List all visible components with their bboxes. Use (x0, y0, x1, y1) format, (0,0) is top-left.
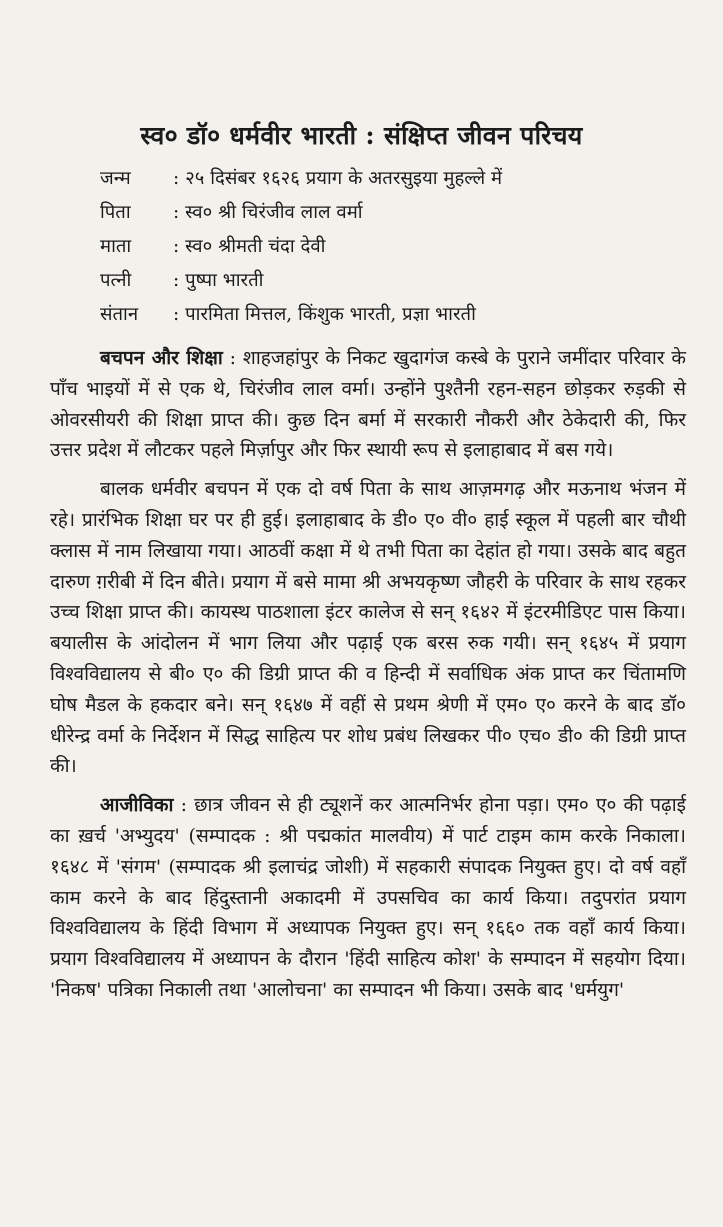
biodata-row (100, 228, 690, 262)
biodata-label: संतान (100, 303, 139, 325)
biodata-value: : स्व० श्री चिरंजीव लाल वर्मा (173, 201, 363, 223)
biodata-value: : स्व० श्रीमती चंदा देवी (173, 235, 326, 257)
biodata-label: माता (100, 235, 132, 257)
paragraph-heading: आजीविका (100, 794, 174, 817)
biodata-label: जन्म (100, 167, 131, 189)
biodata-row (100, 296, 690, 330)
paragraph-text: : छात्र जीवन से ही ट्यूशनें कर आत्मनिर्भर होना पड़ा। एम० ए० की पढ़ाई का ख़र्च 'अभ्युदय' (सम्पादक : श्री पद्मकांत मालवीय) में पार्ट टाइम काम करके निकाला। १६४८ में 'संगम' (सम्पादक श्री इलाचंद्र जोशी) में सहकारी संपादक नियुक्त हुए। दो वर्ष वहाँ काम करने के बाद हिंदुस्तानी अकादमी में उपसचिव का कार्य किया। तदुपरांत प्रयाग विश्वविद्यालय के हिंदी विभाग में अध्यापक नियुक्त हुए। सन् १६६० तक वहाँ कार्य किया। प्रयाग विश्वविद्यालय में अध्यापन के दौरान 'हिंदी साहित्य कोश' के सम्पादन में सहयोग दिया। 'निकष' पत्रिका निकाली तथा 'आलोचना' का सम्पादन भी किया। उसके बाद 'धर्मयुग' (50, 794, 686, 1001)
biodata-row (100, 262, 690, 296)
biodata-row (100, 194, 690, 228)
biodata-row (100, 160, 690, 194)
body-text (50, 343, 686, 1014)
biodata-label: पत्नी (100, 269, 132, 291)
biodata-value: : २५ दिसंबर १६२६ प्रयाग के अतरसुइया मुहल्ले में (173, 167, 503, 189)
biodata-value: : पुष्पा भारती (173, 269, 264, 291)
page-title: स्व० डॉ० धर्मवीर भारती : संक्षिप्त जीवन परिचय (140, 121, 583, 150)
biodata-list (100, 160, 690, 330)
biodata-label: पिता (100, 201, 131, 223)
paragraph-livelihood (50, 790, 686, 1006)
biodata-value: : पारमिता मित्तल, किंशुक भारती, प्रज्ञा भारती (173, 303, 476, 325)
paragraph-childhood-education (50, 343, 686, 466)
paragraph-early-life (50, 474, 686, 782)
paragraph-text: बालक धर्मवीर बचपन में एक दो वर्ष पिता के साथ आज़मगढ़ और मऊनाथ भंजन में रहे। प्रारंभिक शिक्षा घर पर ही हुई। इलाहाबाद के डी० ए० वी० हाई स्कूल में पहली बार चौथी क्लास में नाम लिखाया गया। आठवीं कक्षा में थे तभी पिता का देहांत हो गया। उसके बाद बहुत दारुण ग़रीबी में दिन बीते। प्रयाग में बसे मामा श्री अभयकृष्ण जौहरी के परिवार के साथ रहकर उच्च शिक्षा प्राप्त की। कायस्थ पाठशाला इंटर कालेज से सन् १६४२ में इंटरमीडिएट पास किया। बयालीस के आंदोलन में भाग लिया और पढ़ाई एक बरस रुक गयी। सन् १६४५ में प्रयाग विश्वविद्यालय से बी० ए० की डिग्री प्राप्त की व हिन्दी में सर्वाधिक अंक प्राप्त कर चिंतामणि घोष मैडल के हकदार बने। सन् १६४७ में वहीं से प्रथम श्रेणी में एम० ए० करने के बाद डॉ० धीरेन्द्र वर्मा के निर्देशन में सिद्ध साहित्य पर शोध प्रबंध लिखकर पी० एच० डी० की डिग्री प्राप्त की। (50, 478, 686, 778)
paragraph-text: : शाहजहांपुर के निकट खुदागंज कस्बे के पुराने जमींदार परिवार के पाँच भाइयों में से एक थे, चिरंजीव लाल वर्मा। उन्होंने पुश्तैनी रहन-सहन छोड़कर रुड़की से ओवरसीयरी की शिक्षा प्राप्त की। कुछ दिन बर्मा में सरकारी नौकरी और ठेकेदारी की, फिर उत्तर प्रदेश में लौटकर पहले मिर्ज़ापुर और फिर स्थायी रूप से इलाहाबाद में बस गये। (50, 347, 686, 462)
paragraph-heading: बचपन और शिक्षा (100, 347, 223, 369)
